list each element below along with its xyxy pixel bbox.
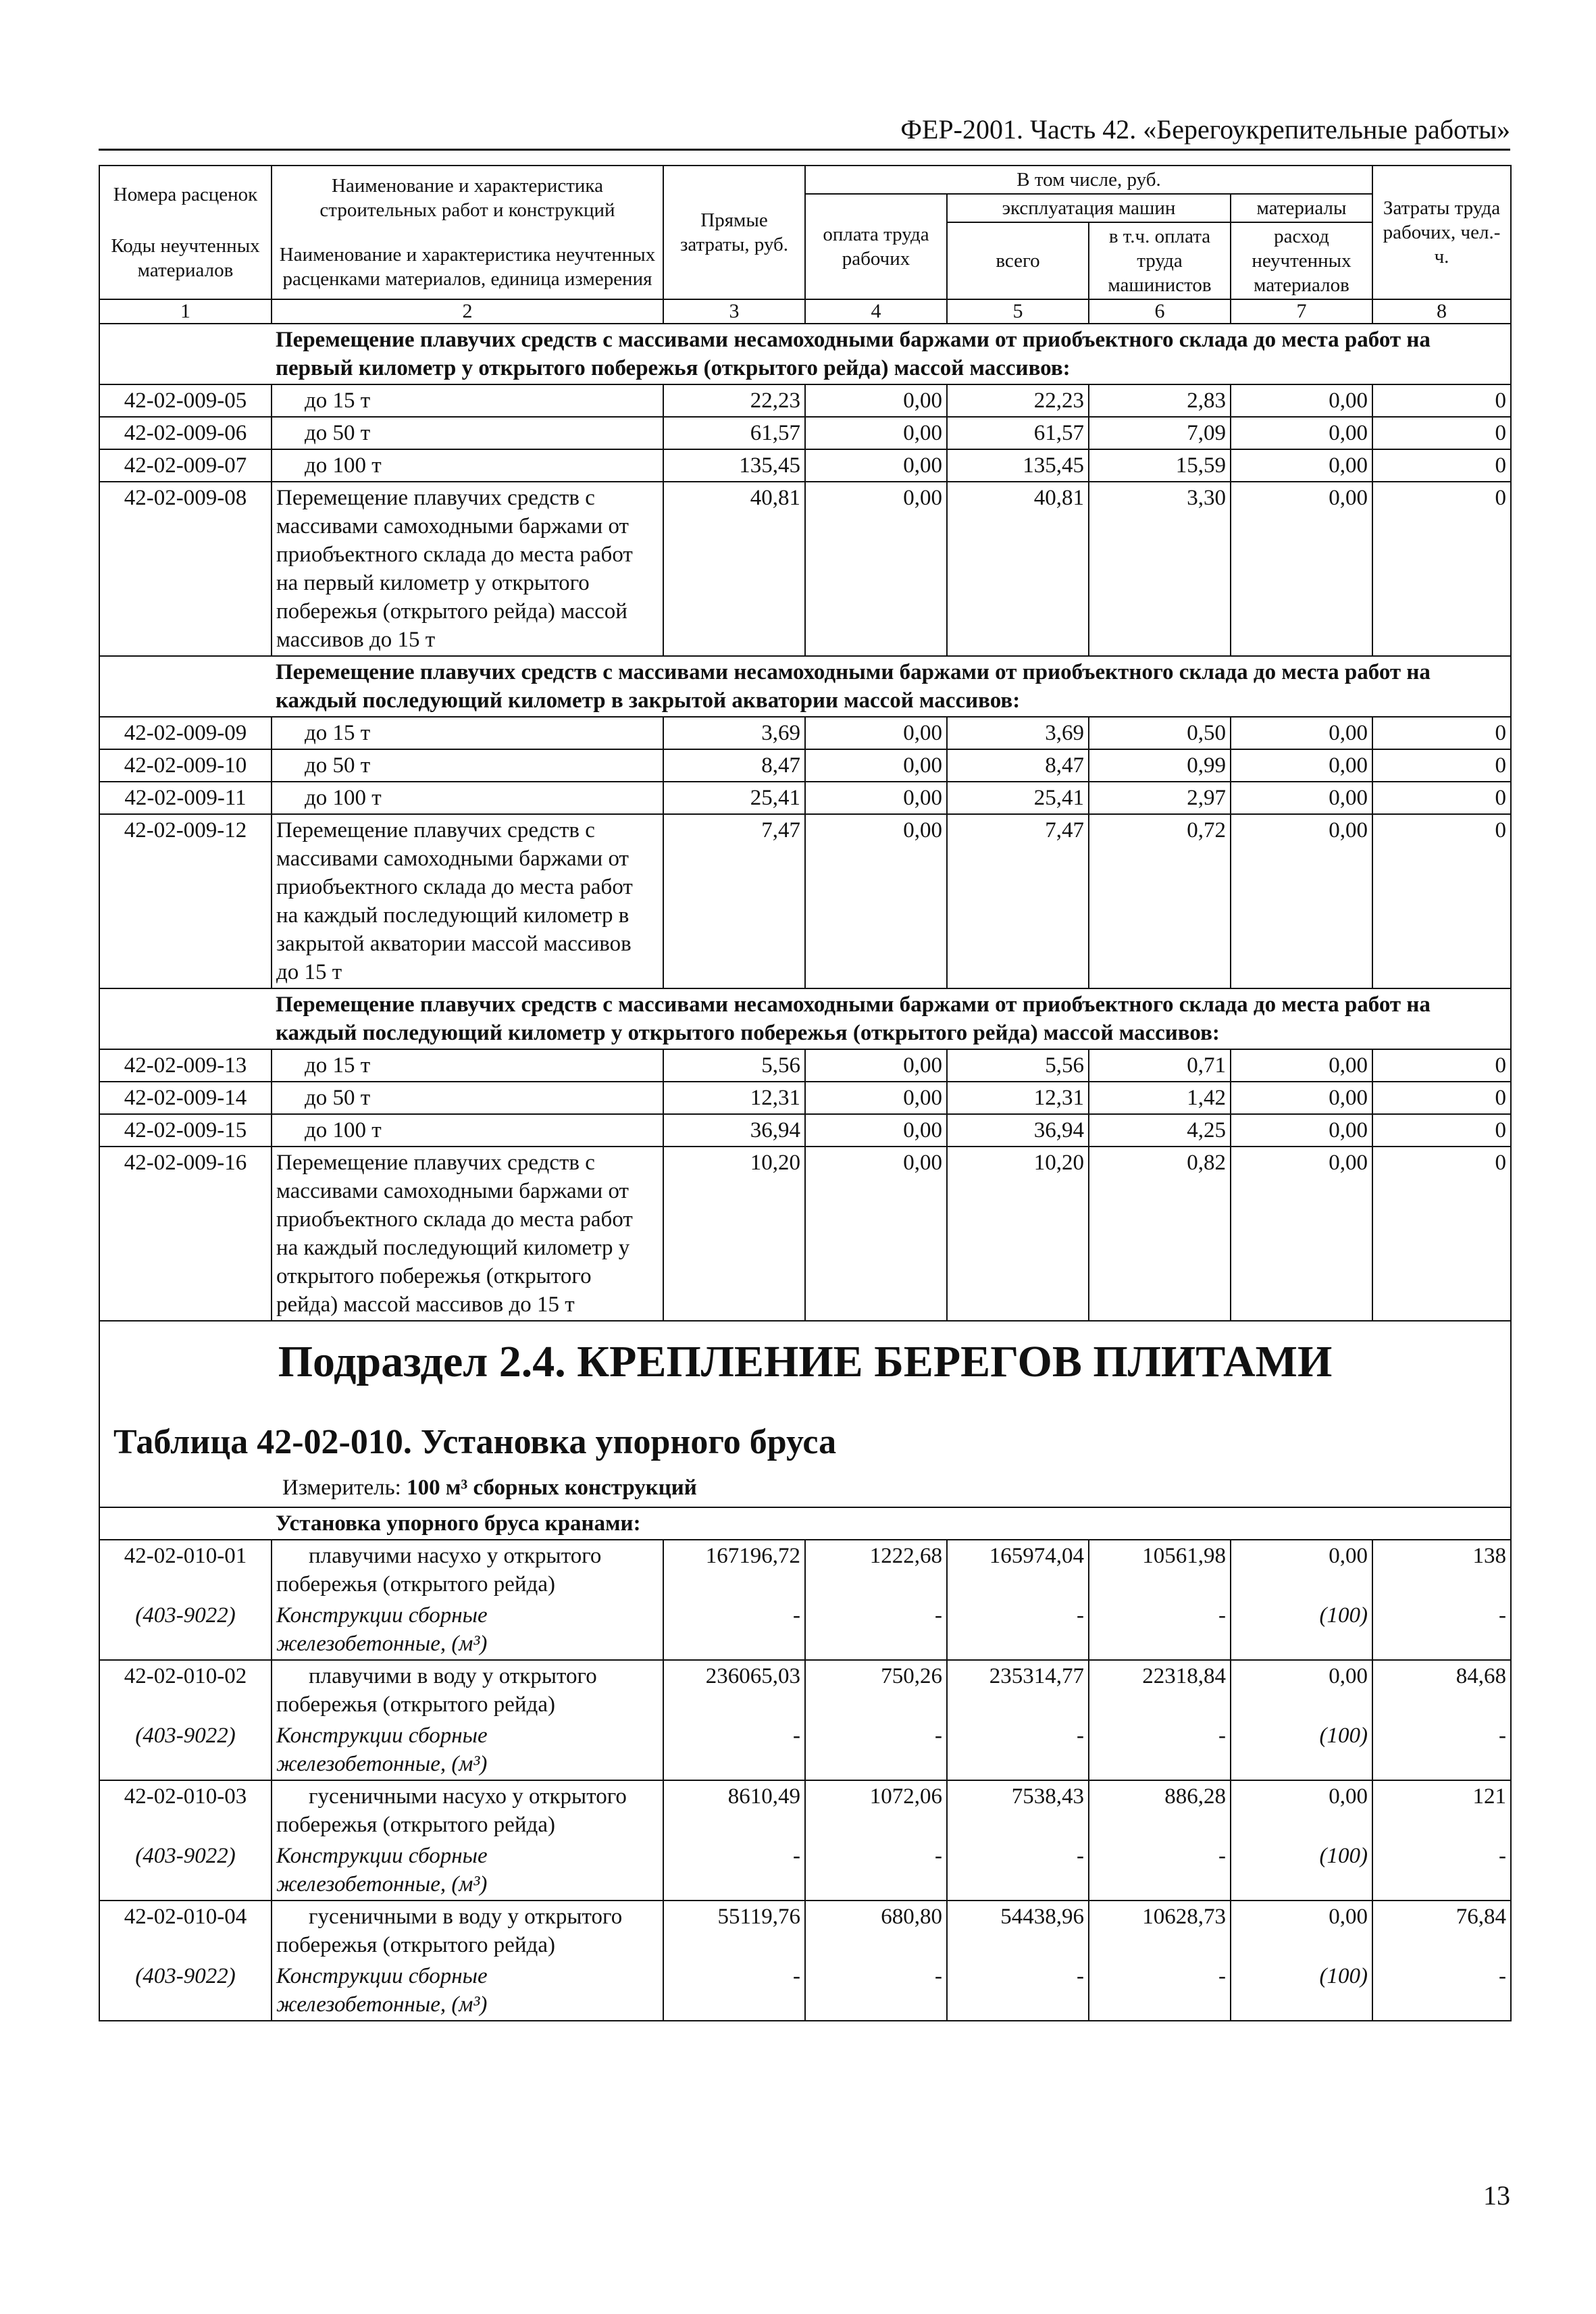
value-cell: 121 bbox=[1372, 1780, 1511, 1840]
rate-name: Перемещение плавучих средств с массивами самоходными баржами от приобъектного склада до места работ на каждый последующий километр у открытого побережья (открытого рейда) массой массивов до 15 т bbox=[272, 1147, 663, 1321]
rate-name: до 100 т bbox=[272, 449, 663, 482]
column-number: 5 bbox=[947, 299, 1089, 324]
table-row bbox=[99, 384, 1511, 417]
value-cell: 15,59 bbox=[1089, 449, 1231, 482]
value-cell: 0,00 bbox=[1231, 482, 1372, 656]
table-row bbox=[99, 1114, 1511, 1147]
value-cell: 0,00 bbox=[1231, 417, 1372, 449]
value-cell: (100) bbox=[1231, 1600, 1372, 1660]
table-row bbox=[99, 482, 1511, 656]
material-code: (403-9022) bbox=[99, 1840, 272, 1901]
value-cell: 22318,84 bbox=[1089, 1660, 1231, 1720]
rate-code: 42-02-010-02 bbox=[99, 1660, 272, 1720]
material-code: (403-9022) bbox=[99, 1600, 272, 1660]
column-number: 8 bbox=[1372, 299, 1511, 324]
rate-code: 42-02-009-16 bbox=[99, 1147, 272, 1321]
table-row bbox=[99, 449, 1511, 482]
value-cell: 0,99 bbox=[1089, 749, 1231, 782]
rate-name: гусеничными насухо у открытого побережья (открытого рейда) bbox=[272, 1780, 663, 1840]
value-cell: - bbox=[663, 1961, 805, 2021]
value-cell: 236065,03 bbox=[663, 1660, 805, 1720]
value-cell: 0,00 bbox=[805, 449, 947, 482]
column-number: 3 bbox=[663, 299, 805, 324]
table-row bbox=[99, 749, 1511, 782]
table-row bbox=[99, 1660, 1511, 1720]
rate-name: Перемещение плавучих средств с массивами самоходными баржами от приобъектного склада до места работ на каждый последующий километр в закрытой акватории массой массивов до 15 т bbox=[272, 814, 663, 988]
group-heading-row bbox=[99, 1507, 1511, 1540]
value-cell: 0,00 bbox=[1231, 1901, 1372, 1961]
column-numbers-row bbox=[99, 299, 1511, 324]
value-cell: 135,45 bbox=[947, 449, 1089, 482]
column-number: 6 bbox=[1089, 299, 1231, 324]
rate-code: 42-02-010-04 bbox=[99, 1901, 272, 1961]
value-cell: 10,20 bbox=[947, 1147, 1089, 1321]
value-cell: 2,97 bbox=[1089, 782, 1231, 814]
value-cell: 0,00 bbox=[805, 782, 947, 814]
rate-code: 42-02-009-14 bbox=[99, 1082, 272, 1114]
value-cell: 22,23 bbox=[663, 384, 805, 417]
value-cell: - bbox=[1372, 1840, 1511, 1901]
value-cell: 36,94 bbox=[947, 1114, 1089, 1147]
value-cell: 0,00 bbox=[805, 384, 947, 417]
value-cell: 4,25 bbox=[1089, 1114, 1231, 1147]
value-cell: 0,82 bbox=[1089, 1147, 1231, 1321]
rate-code: 42-02-009-08 bbox=[99, 482, 272, 656]
material-row bbox=[99, 1720, 1511, 1780]
rate-name: до 15 т bbox=[272, 384, 663, 417]
value-cell: (100) bbox=[1231, 1961, 1372, 2021]
value-cell: 0 bbox=[1372, 717, 1511, 749]
material-name: Конструкции сборные железобетонные, (м³) bbox=[272, 1720, 663, 1780]
value-cell: 61,57 bbox=[947, 417, 1089, 449]
value-cell: 0,00 bbox=[805, 749, 947, 782]
col-names-header bbox=[272, 166, 663, 299]
group-heading: Перемещение плавучих средств с массивами несамоходными баржами от приобъектного склада до места работ на каждый последующий километр у открытого побережья (открытого рейда) массой массивов: bbox=[99, 988, 1511, 1049]
material-name: Конструкции сборные железобетонные, (м³) bbox=[272, 1961, 663, 2021]
value-cell: - bbox=[1089, 1600, 1231, 1660]
col-including-header: В том числе, руб. bbox=[805, 166, 1372, 194]
table-body bbox=[99, 324, 1511, 2021]
group-heading: Перемещение плавучих средств с массивами несамоходными баржами от приобъектного склада до места работ на каждый последующий километр в закрытой акватории массой массивов: bbox=[99, 656, 1511, 717]
table-row bbox=[99, 1901, 1511, 1961]
value-cell: 2,83 bbox=[1089, 384, 1231, 417]
table-row bbox=[99, 1780, 1511, 1840]
rate-name: до 50 т bbox=[272, 749, 663, 782]
rate-name: до 15 т bbox=[272, 717, 663, 749]
material-row bbox=[99, 1600, 1511, 1660]
col-codes-header bbox=[99, 166, 272, 299]
value-cell: - bbox=[1089, 1840, 1231, 1901]
subsection-title: Подраздел 2.4. КРЕПЛЕНИЕ БЕРЕГОВ ПЛИТАМИ bbox=[278, 1337, 1333, 1386]
value-cell: 0 bbox=[1372, 1114, 1511, 1147]
col-labor-hours-header: Затраты труда рабочих, чел.-ч. bbox=[1372, 166, 1511, 299]
group-heading: Перемещение плавучих средств с массивами несамоходными баржами от приобъектного склада до места работ на первый километр у открытого побережья (открытого рейда) массой массивов: bbox=[99, 324, 1511, 384]
value-cell: 0 bbox=[1372, 482, 1511, 656]
rate-code: 42-02-009-06 bbox=[99, 417, 272, 449]
rate-code: 42-02-009-13 bbox=[99, 1049, 272, 1082]
col-wages-header: оплата труда рабочих bbox=[805, 194, 947, 299]
group-heading-row bbox=[99, 656, 1511, 717]
value-cell: 0,00 bbox=[805, 417, 947, 449]
col-material-use-header: расход неучтенных материалов bbox=[1231, 222, 1372, 299]
value-cell: 0 bbox=[1372, 1147, 1511, 1321]
value-cell: 0,00 bbox=[805, 1147, 947, 1321]
value-cell: 25,41 bbox=[663, 782, 805, 814]
material-row bbox=[99, 1840, 1511, 1901]
column-number: 7 bbox=[1231, 299, 1372, 324]
value-cell: 0,00 bbox=[1231, 1780, 1372, 1840]
rate-name: плавучими в воду у открытого побережья (открытого рейда) bbox=[272, 1660, 663, 1720]
value-cell: 0 bbox=[1372, 749, 1511, 782]
header-rule bbox=[99, 149, 1510, 151]
col-machines-header: эксплуатация машин bbox=[947, 194, 1231, 222]
value-cell: 0,00 bbox=[1231, 449, 1372, 482]
value-cell: 7,47 bbox=[947, 814, 1089, 988]
value-cell: 54438,96 bbox=[947, 1901, 1089, 1961]
value-cell: - bbox=[947, 1961, 1089, 2021]
value-cell: 7,47 bbox=[663, 814, 805, 988]
value-cell: 0 bbox=[1372, 814, 1511, 988]
value-cell: 8,47 bbox=[663, 749, 805, 782]
value-cell: 0,00 bbox=[1231, 782, 1372, 814]
rate-code: 42-02-009-07 bbox=[99, 449, 272, 482]
value-cell: - bbox=[1372, 1600, 1511, 1660]
value-cell: (100) bbox=[1231, 1840, 1372, 1901]
value-cell: - bbox=[663, 1600, 805, 1660]
value-cell: 0,00 bbox=[1231, 814, 1372, 988]
measurer-label: Измеритель: bbox=[282, 1476, 401, 1500]
table-row bbox=[99, 417, 1511, 449]
value-cell: 0,00 bbox=[1231, 1049, 1372, 1082]
value-cell: 0,00 bbox=[805, 717, 947, 749]
value-cell: 0,00 bbox=[1231, 749, 1372, 782]
value-cell: 36,94 bbox=[663, 1114, 805, 1147]
value-cell: 7,09 bbox=[1089, 417, 1231, 449]
value-cell: - bbox=[805, 1840, 947, 1901]
value-cell: - bbox=[1372, 1720, 1511, 1780]
value-cell: 0,71 bbox=[1089, 1049, 1231, 1082]
value-cell: 8610,49 bbox=[663, 1780, 805, 1840]
value-cell: 0,00 bbox=[1231, 1082, 1372, 1114]
table-header bbox=[99, 166, 1511, 324]
value-cell: 3,69 bbox=[947, 717, 1089, 749]
rates-table bbox=[99, 165, 1512, 2021]
value-cell: 7538,43 bbox=[947, 1780, 1089, 1840]
value-cell: 10628,73 bbox=[1089, 1901, 1231, 1961]
rate-name: до 50 т bbox=[272, 417, 663, 449]
value-cell: 886,28 bbox=[1089, 1780, 1231, 1840]
value-cell: 135,45 bbox=[663, 449, 805, 482]
value-cell: 680,80 bbox=[805, 1901, 947, 1961]
table-row bbox=[99, 1147, 1511, 1321]
rate-name: Перемещение плавучих средств с массивами самоходными баржами от приобъектного склада до места работ на первый километр у открытого побережья (открытого рейда) массой массивов до 15 т bbox=[272, 482, 663, 656]
table-row bbox=[99, 1049, 1511, 1082]
running-header: ФЕР-2001. Часть 42. «Берегоукрепительные работы» bbox=[900, 114, 1510, 145]
col1-top-label: Номера расценок bbox=[113, 184, 258, 205]
value-cell: 0 bbox=[1372, 384, 1511, 417]
value-cell: - bbox=[805, 1961, 947, 2021]
measurer-value: 100 м³ сборных конструкций bbox=[407, 1476, 697, 1500]
rate-code: 42-02-009-09 bbox=[99, 717, 272, 749]
group-heading: Установка упорного бруса кранами: bbox=[99, 1507, 1511, 1540]
table-row bbox=[99, 717, 1511, 749]
value-cell: 76,84 bbox=[1372, 1901, 1511, 1961]
value-cell: - bbox=[663, 1840, 805, 1901]
value-cell: 22,23 bbox=[947, 384, 1089, 417]
col1-bottom-label: Коды неучтенных материалов bbox=[111, 235, 260, 281]
value-cell: - bbox=[947, 1720, 1089, 1780]
value-cell: 0,00 bbox=[1231, 717, 1372, 749]
rate-name: плавучими насухо у открытого побережья (открытого рейда) bbox=[272, 1540, 663, 1600]
subsection-row bbox=[99, 1321, 1511, 1507]
value-cell: 10561,98 bbox=[1089, 1540, 1231, 1600]
value-cell: - bbox=[1372, 1961, 1511, 2021]
table-row bbox=[99, 782, 1511, 814]
table-title: Таблица 42-02-010. Установка упорного бруса bbox=[113, 1423, 837, 1461]
subsection-block bbox=[99, 1321, 1511, 1507]
rate-name: до 15 т bbox=[272, 1049, 663, 1082]
value-cell: 0,00 bbox=[805, 1082, 947, 1114]
material-name: Конструкции сборные железобетонные, (м³) bbox=[272, 1600, 663, 1660]
rate-name: до 50 т bbox=[272, 1082, 663, 1114]
value-cell: 0,72 bbox=[1089, 814, 1231, 988]
value-cell: 0,00 bbox=[1231, 1147, 1372, 1321]
value-cell: 0 bbox=[1372, 782, 1511, 814]
value-cell: - bbox=[947, 1600, 1089, 1660]
rate-code: 42-02-009-05 bbox=[99, 384, 272, 417]
value-cell: 0,00 bbox=[1231, 1660, 1372, 1720]
value-cell: 12,31 bbox=[947, 1082, 1089, 1114]
value-cell: 10,20 bbox=[663, 1147, 805, 1321]
value-cell: 167196,72 bbox=[663, 1540, 805, 1600]
value-cell: 0,00 bbox=[805, 1049, 947, 1082]
value-cell: 235314,77 bbox=[947, 1660, 1089, 1720]
value-cell: 3,30 bbox=[1089, 482, 1231, 656]
value-cell: 40,81 bbox=[947, 482, 1089, 656]
col-materials-header: материалы bbox=[1231, 194, 1372, 222]
rate-code: 42-02-009-10 bbox=[99, 749, 272, 782]
col-machinists-wages-header: в т.ч. оплата труда машинистов bbox=[1089, 222, 1231, 299]
value-cell: 0 bbox=[1372, 449, 1511, 482]
rate-code: 42-02-009-12 bbox=[99, 814, 272, 988]
material-code: (403-9022) bbox=[99, 1961, 272, 2021]
value-cell: 138 bbox=[1372, 1540, 1511, 1600]
measurer bbox=[107, 1473, 1503, 1503]
col-machines-total-header: всего bbox=[947, 222, 1089, 299]
value-cell: 3,69 bbox=[663, 717, 805, 749]
value-cell: 165974,04 bbox=[947, 1540, 1089, 1600]
col2-bottom-label: Наименование и характеристика неучтенных расценками материалов, единица измерения bbox=[279, 244, 656, 290]
group-heading-row bbox=[99, 324, 1511, 384]
value-cell: (100) bbox=[1231, 1720, 1372, 1780]
table-row bbox=[99, 1082, 1511, 1114]
value-cell: 0,00 bbox=[1231, 1540, 1372, 1600]
rate-name: до 100 т bbox=[272, 782, 663, 814]
material-name: Конструкции сборные железобетонные, (м³) bbox=[272, 1840, 663, 1901]
rate-code: 42-02-010-01 bbox=[99, 1540, 272, 1600]
value-cell: 12,31 bbox=[663, 1082, 805, 1114]
table-row bbox=[99, 814, 1511, 988]
value-cell: - bbox=[1089, 1961, 1231, 2021]
col-direct-costs-header: Прямые затраты, руб. bbox=[663, 166, 805, 299]
value-cell: - bbox=[1089, 1720, 1231, 1780]
rate-code: 42-02-010-03 bbox=[99, 1780, 272, 1840]
rate-code: 42-02-009-11 bbox=[99, 782, 272, 814]
value-cell: 55119,76 bbox=[663, 1901, 805, 1961]
value-cell: 8,47 bbox=[947, 749, 1089, 782]
value-cell: - bbox=[805, 1600, 947, 1660]
material-code: (403-9022) bbox=[99, 1720, 272, 1780]
value-cell: 0,00 bbox=[805, 1114, 947, 1147]
column-number: 2 bbox=[272, 299, 663, 324]
group-heading-row bbox=[99, 988, 1511, 1049]
page-number: 13 bbox=[1483, 2180, 1510, 2211]
rate-name: гусеничными в воду у открытого побережья (открытого рейда) bbox=[272, 1901, 663, 1961]
value-cell: 0,00 bbox=[805, 482, 947, 656]
rate-name: до 100 т bbox=[272, 1114, 663, 1147]
value-cell: 750,26 bbox=[805, 1660, 947, 1720]
value-cell: 0 bbox=[1372, 1049, 1511, 1082]
column-number: 1 bbox=[99, 299, 272, 324]
table-row bbox=[99, 1540, 1511, 1600]
material-row bbox=[99, 1961, 1511, 2021]
value-cell: 1222,68 bbox=[805, 1540, 947, 1600]
rate-code: 42-02-009-15 bbox=[99, 1114, 272, 1147]
value-cell: 84,68 bbox=[1372, 1660, 1511, 1720]
value-cell: 61,57 bbox=[663, 417, 805, 449]
value-cell: 0,00 bbox=[1231, 384, 1372, 417]
value-cell: - bbox=[805, 1720, 947, 1780]
value-cell: - bbox=[947, 1840, 1089, 1901]
value-cell: 5,56 bbox=[663, 1049, 805, 1082]
col2-top-label: Наименование и характеристика строительных работ и конструкций bbox=[319, 175, 615, 221]
value-cell: - bbox=[663, 1720, 805, 1780]
value-cell: 0,50 bbox=[1089, 717, 1231, 749]
value-cell: 25,41 bbox=[947, 782, 1089, 814]
value-cell: 1072,06 bbox=[805, 1780, 947, 1840]
value-cell: 0 bbox=[1372, 1082, 1511, 1114]
value-cell: 0 bbox=[1372, 417, 1511, 449]
value-cell: 0,00 bbox=[1231, 1114, 1372, 1147]
value-cell: 0,00 bbox=[805, 814, 947, 988]
value-cell: 40,81 bbox=[663, 482, 805, 656]
value-cell: 5,56 bbox=[947, 1049, 1089, 1082]
value-cell: 1,42 bbox=[1089, 1082, 1231, 1114]
column-number: 4 bbox=[805, 299, 947, 324]
